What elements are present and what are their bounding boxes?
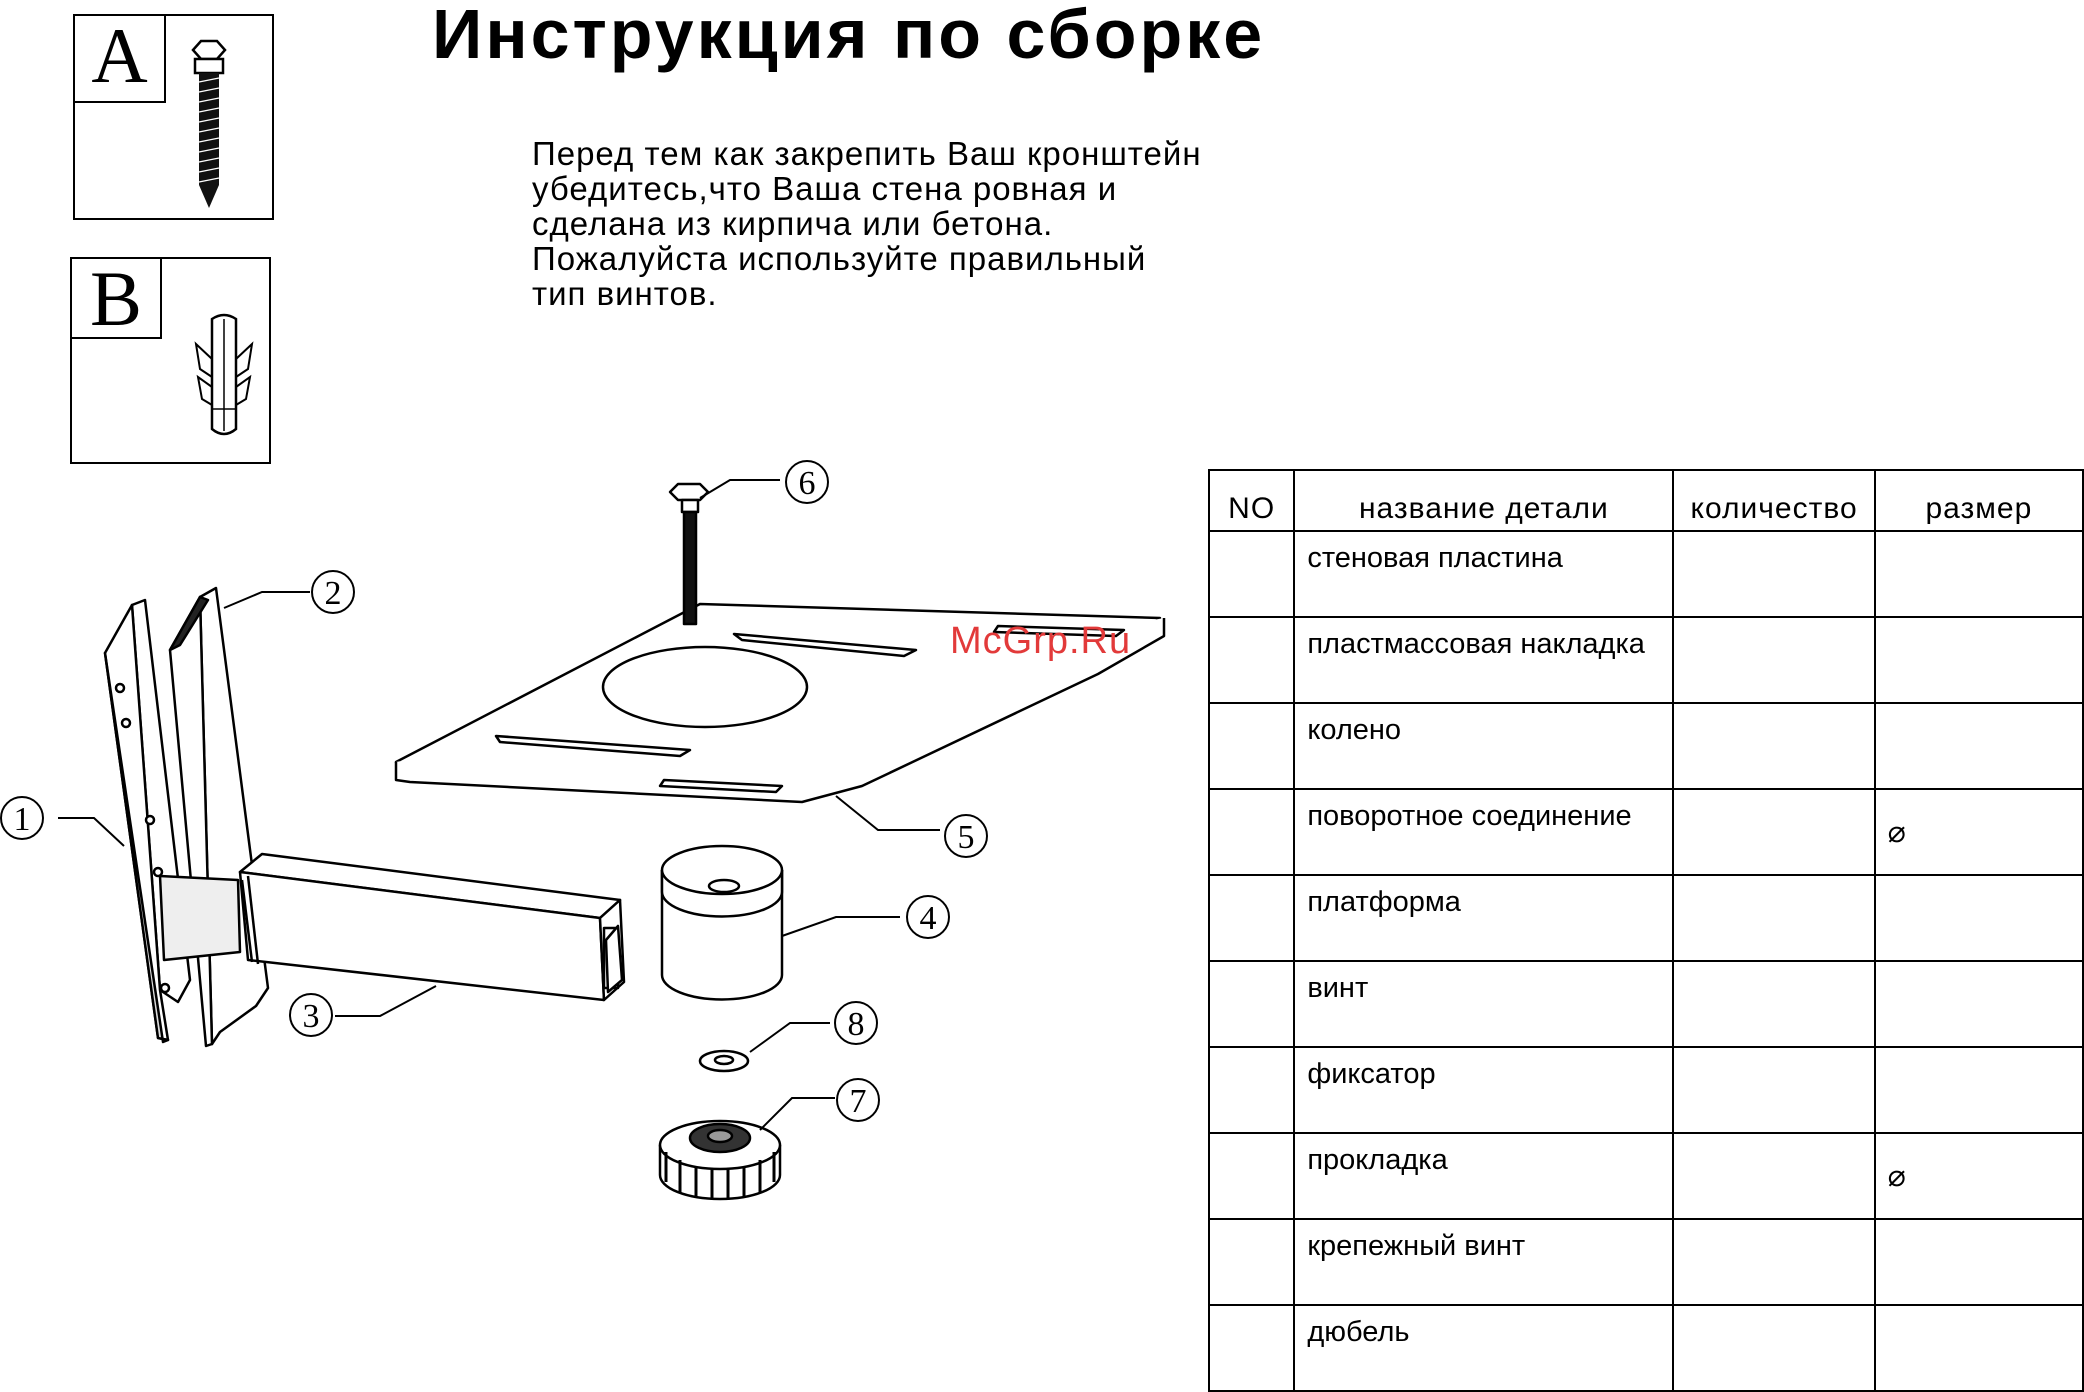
- cell-qty: [1673, 1305, 1874, 1391]
- table-row: [1209, 1219, 2083, 1305]
- table-row: [1209, 789, 2083, 875]
- cell-no: [1209, 1305, 1294, 1391]
- callout-4: 4: [919, 900, 937, 937]
- cell-no: [1209, 789, 1294, 875]
- fastener-box-b: [70, 257, 271, 464]
- intro-line: тип винтов.: [532, 275, 718, 312]
- cell-name: винт: [1294, 961, 1673, 1047]
- cell-name: стеновая пластина: [1294, 531, 1673, 617]
- cell-no: [1209, 1047, 1294, 1133]
- callout-2: 2: [324, 575, 342, 612]
- intro-line: сделана из кирпича или бетона.: [532, 205, 1054, 242]
- cell-size: [1875, 703, 2083, 789]
- cell-qty: [1673, 703, 1874, 789]
- cell-qty: [1673, 1133, 1874, 1219]
- box-label-a: A: [75, 16, 166, 103]
- cell-qty: [1673, 531, 1874, 617]
- cell-no: [1209, 1133, 1294, 1219]
- header-no: NO: [1209, 470, 1294, 531]
- cell-size: [1875, 961, 2083, 1047]
- washer-drawing: [700, 1051, 748, 1071]
- table-row: [1209, 961, 2083, 1047]
- header-size: размер: [1875, 470, 2083, 531]
- cell-size: [1875, 875, 2083, 961]
- cell-name: прокладка: [1294, 1133, 1673, 1219]
- page-title: Инструкция по сборке: [432, 0, 1266, 73]
- table-row: [1209, 1047, 2083, 1133]
- cell-name: пластмассовая накладка: [1294, 617, 1673, 703]
- table-row: [1209, 617, 2083, 703]
- cell-no: [1209, 531, 1294, 617]
- cell-no: [1209, 1219, 1294, 1305]
- callout-1: 1: [13, 801, 31, 838]
- cell-name: дюбель: [1294, 1305, 1673, 1391]
- header-name: название детали: [1294, 470, 1673, 531]
- cell-size: [1875, 1305, 2083, 1391]
- cell-size: [1875, 1219, 2083, 1305]
- parts-table: [1208, 469, 2084, 1392]
- cell-name: крепежный винт: [1294, 1219, 1673, 1305]
- cell-qty: [1673, 789, 1874, 875]
- intro-line: убедитесь,что Ваша стена ровная и: [532, 170, 1118, 207]
- table-row: [1209, 875, 2083, 961]
- table-row: [1209, 703, 2083, 789]
- intro-line: Перед тем как закрепить Ваш кронштейн: [532, 135, 1202, 172]
- cell-qty: [1673, 875, 1874, 961]
- cell-size: ⌀: [1875, 789, 2083, 875]
- cell-no: [1209, 961, 1294, 1047]
- watermark: McGrp.Ru: [950, 620, 1132, 662]
- callout-5: 5: [957, 819, 975, 856]
- swivel-joint-drawing: [662, 846, 782, 999]
- header-qty: количество: [1673, 470, 1874, 531]
- cell-qty: [1673, 961, 1874, 1047]
- cell-qty: [1673, 1047, 1874, 1133]
- cell-qty: [1673, 1219, 1874, 1305]
- callout-7: 7: [849, 1083, 867, 1120]
- cell-qty: [1673, 617, 1874, 703]
- cell-no: [1209, 875, 1294, 961]
- table-row: [1209, 1305, 2083, 1391]
- cell-size: [1875, 617, 2083, 703]
- intro-text: [532, 136, 1202, 311]
- table-row: [1209, 531, 2083, 617]
- cell-no: [1209, 617, 1294, 703]
- cell-no: [1209, 703, 1294, 789]
- fastener-box-a: [73, 14, 274, 220]
- lock-nut-drawing: [660, 1121, 780, 1200]
- cell-name: колено: [1294, 703, 1673, 789]
- assembly-diagram: [0, 440, 1200, 1287]
- cell-size: [1875, 531, 2083, 617]
- callout-8: 8: [847, 1006, 865, 1043]
- cell-name: платформа: [1294, 875, 1673, 961]
- table-row: [1209, 1133, 2083, 1219]
- cell-name: поворотное соединение: [1294, 789, 1673, 875]
- cell-size: [1875, 1047, 2083, 1133]
- callout-6: 6: [798, 465, 816, 502]
- callout-3: 3: [302, 998, 320, 1035]
- intro-line: Пожалуйста используйте правильный: [532, 240, 1147, 277]
- cell-name: фиксатор: [1294, 1047, 1673, 1133]
- table-header-row: [1209, 470, 2083, 531]
- box-label-b: B: [72, 259, 162, 339]
- cell-size: ⌀: [1875, 1133, 2083, 1219]
